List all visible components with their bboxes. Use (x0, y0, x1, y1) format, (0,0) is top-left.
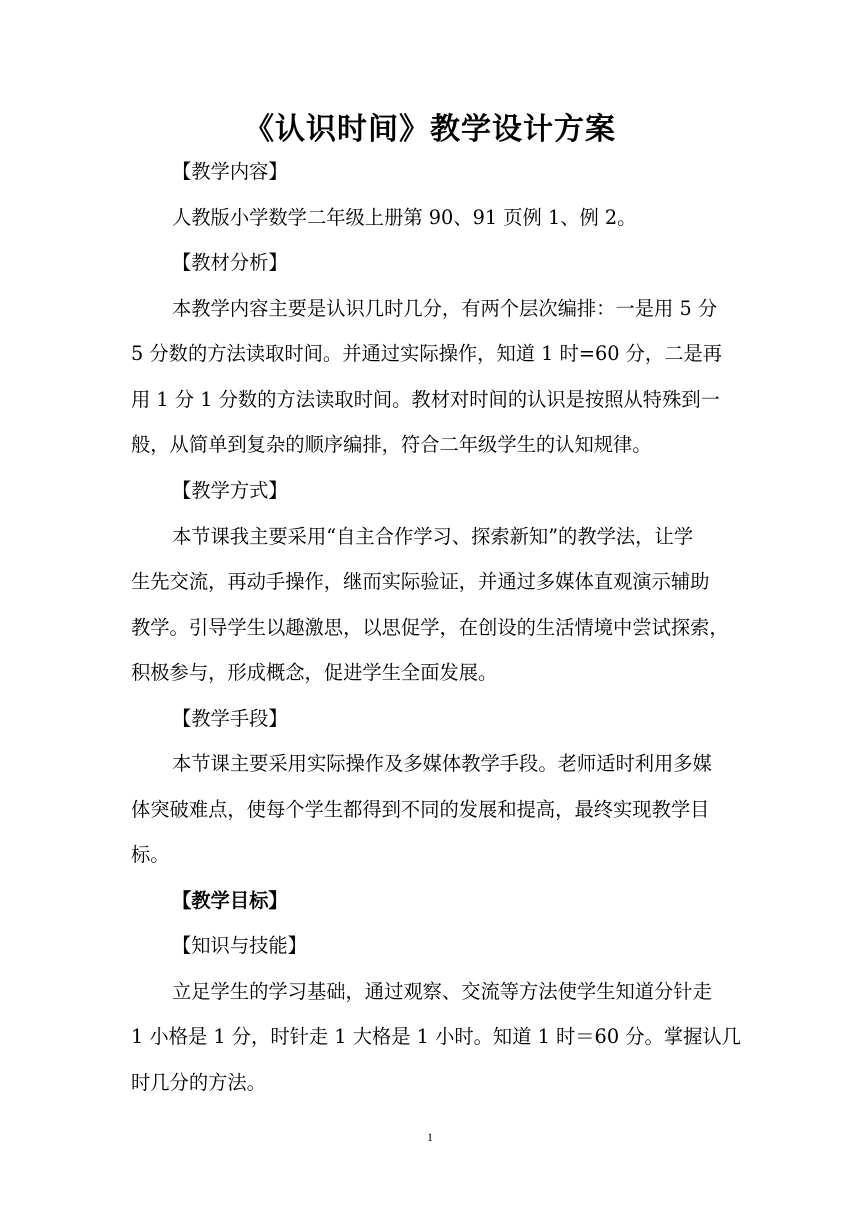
paragraph-line: 标。 (131, 843, 170, 866)
paragraph-line: 立足学生的学习基础，通过观察、交流等方法使学生知道分针走 (172, 980, 712, 1003)
section-heading-teaching-means: 【教学手段】 (172, 707, 288, 730)
paragraph-line: 生先交流，再动手操作，继而实际验证，并通过多媒体直观演示辅助 (131, 570, 710, 593)
section-heading-teaching-goals: 【教学目标】 (172, 889, 288, 912)
paragraph-line: 5 分数的方法读取时间。并通过实际操作，知道 1 时=60 分，二是再 (131, 342, 723, 365)
paragraph-line: 人教版小学数学二年级上册第 90、91 页例 1、例 2。 (172, 206, 637, 229)
page-number: 1 (427, 1130, 433, 1144)
paragraph-line: 时几分的方法。 (131, 1071, 266, 1094)
section-heading-teaching-content: 【教学内容】 (172, 160, 288, 183)
section-heading-knowledge-and-skills: 【知识与技能】 (172, 934, 307, 957)
paragraph-line: 积极参与，形成概念，促进学生全面发展。 (131, 661, 498, 684)
paragraph-line: 教学。引导学生以趣激思，以思促学，在创设的生活情境中尝试探索， (131, 616, 729, 639)
paragraph-line: 般，从简单到复杂的顺序编排，符合二年级学生的认知规律。 (131, 433, 652, 456)
paragraph-line: 本节课我主要采用“自主合作学习、探索新知”的教学法，让学 (172, 525, 694, 548)
paragraph-line: 本教学内容主要是认识几时几分，有两个层次编排：一是用 5 分 (172, 297, 718, 320)
paragraph-line: 用 1 分 1 分数的方法读取时间。教材对时间的认识是按照从特殊到一 (131, 388, 720, 411)
section-heading-material-analysis: 【教材分析】 (172, 251, 288, 274)
paragraph-line: 1 小格是 1 分，时针走 1 大格是 1 小时。知道 1 时＝60 分。掌握认几 (131, 1025, 741, 1048)
paragraph-line: 本节课主要采用实际操作及多媒体教学手段。老师适时利用多媒 (172, 752, 712, 775)
document-title: 《认识时间》教学设计方案 (244, 112, 616, 147)
paragraph-line: 体突破难点，使每个学生都得到不同的发展和提高，最终实现教学目 (131, 798, 710, 821)
section-heading-teaching-method: 【教学方式】 (172, 479, 288, 502)
